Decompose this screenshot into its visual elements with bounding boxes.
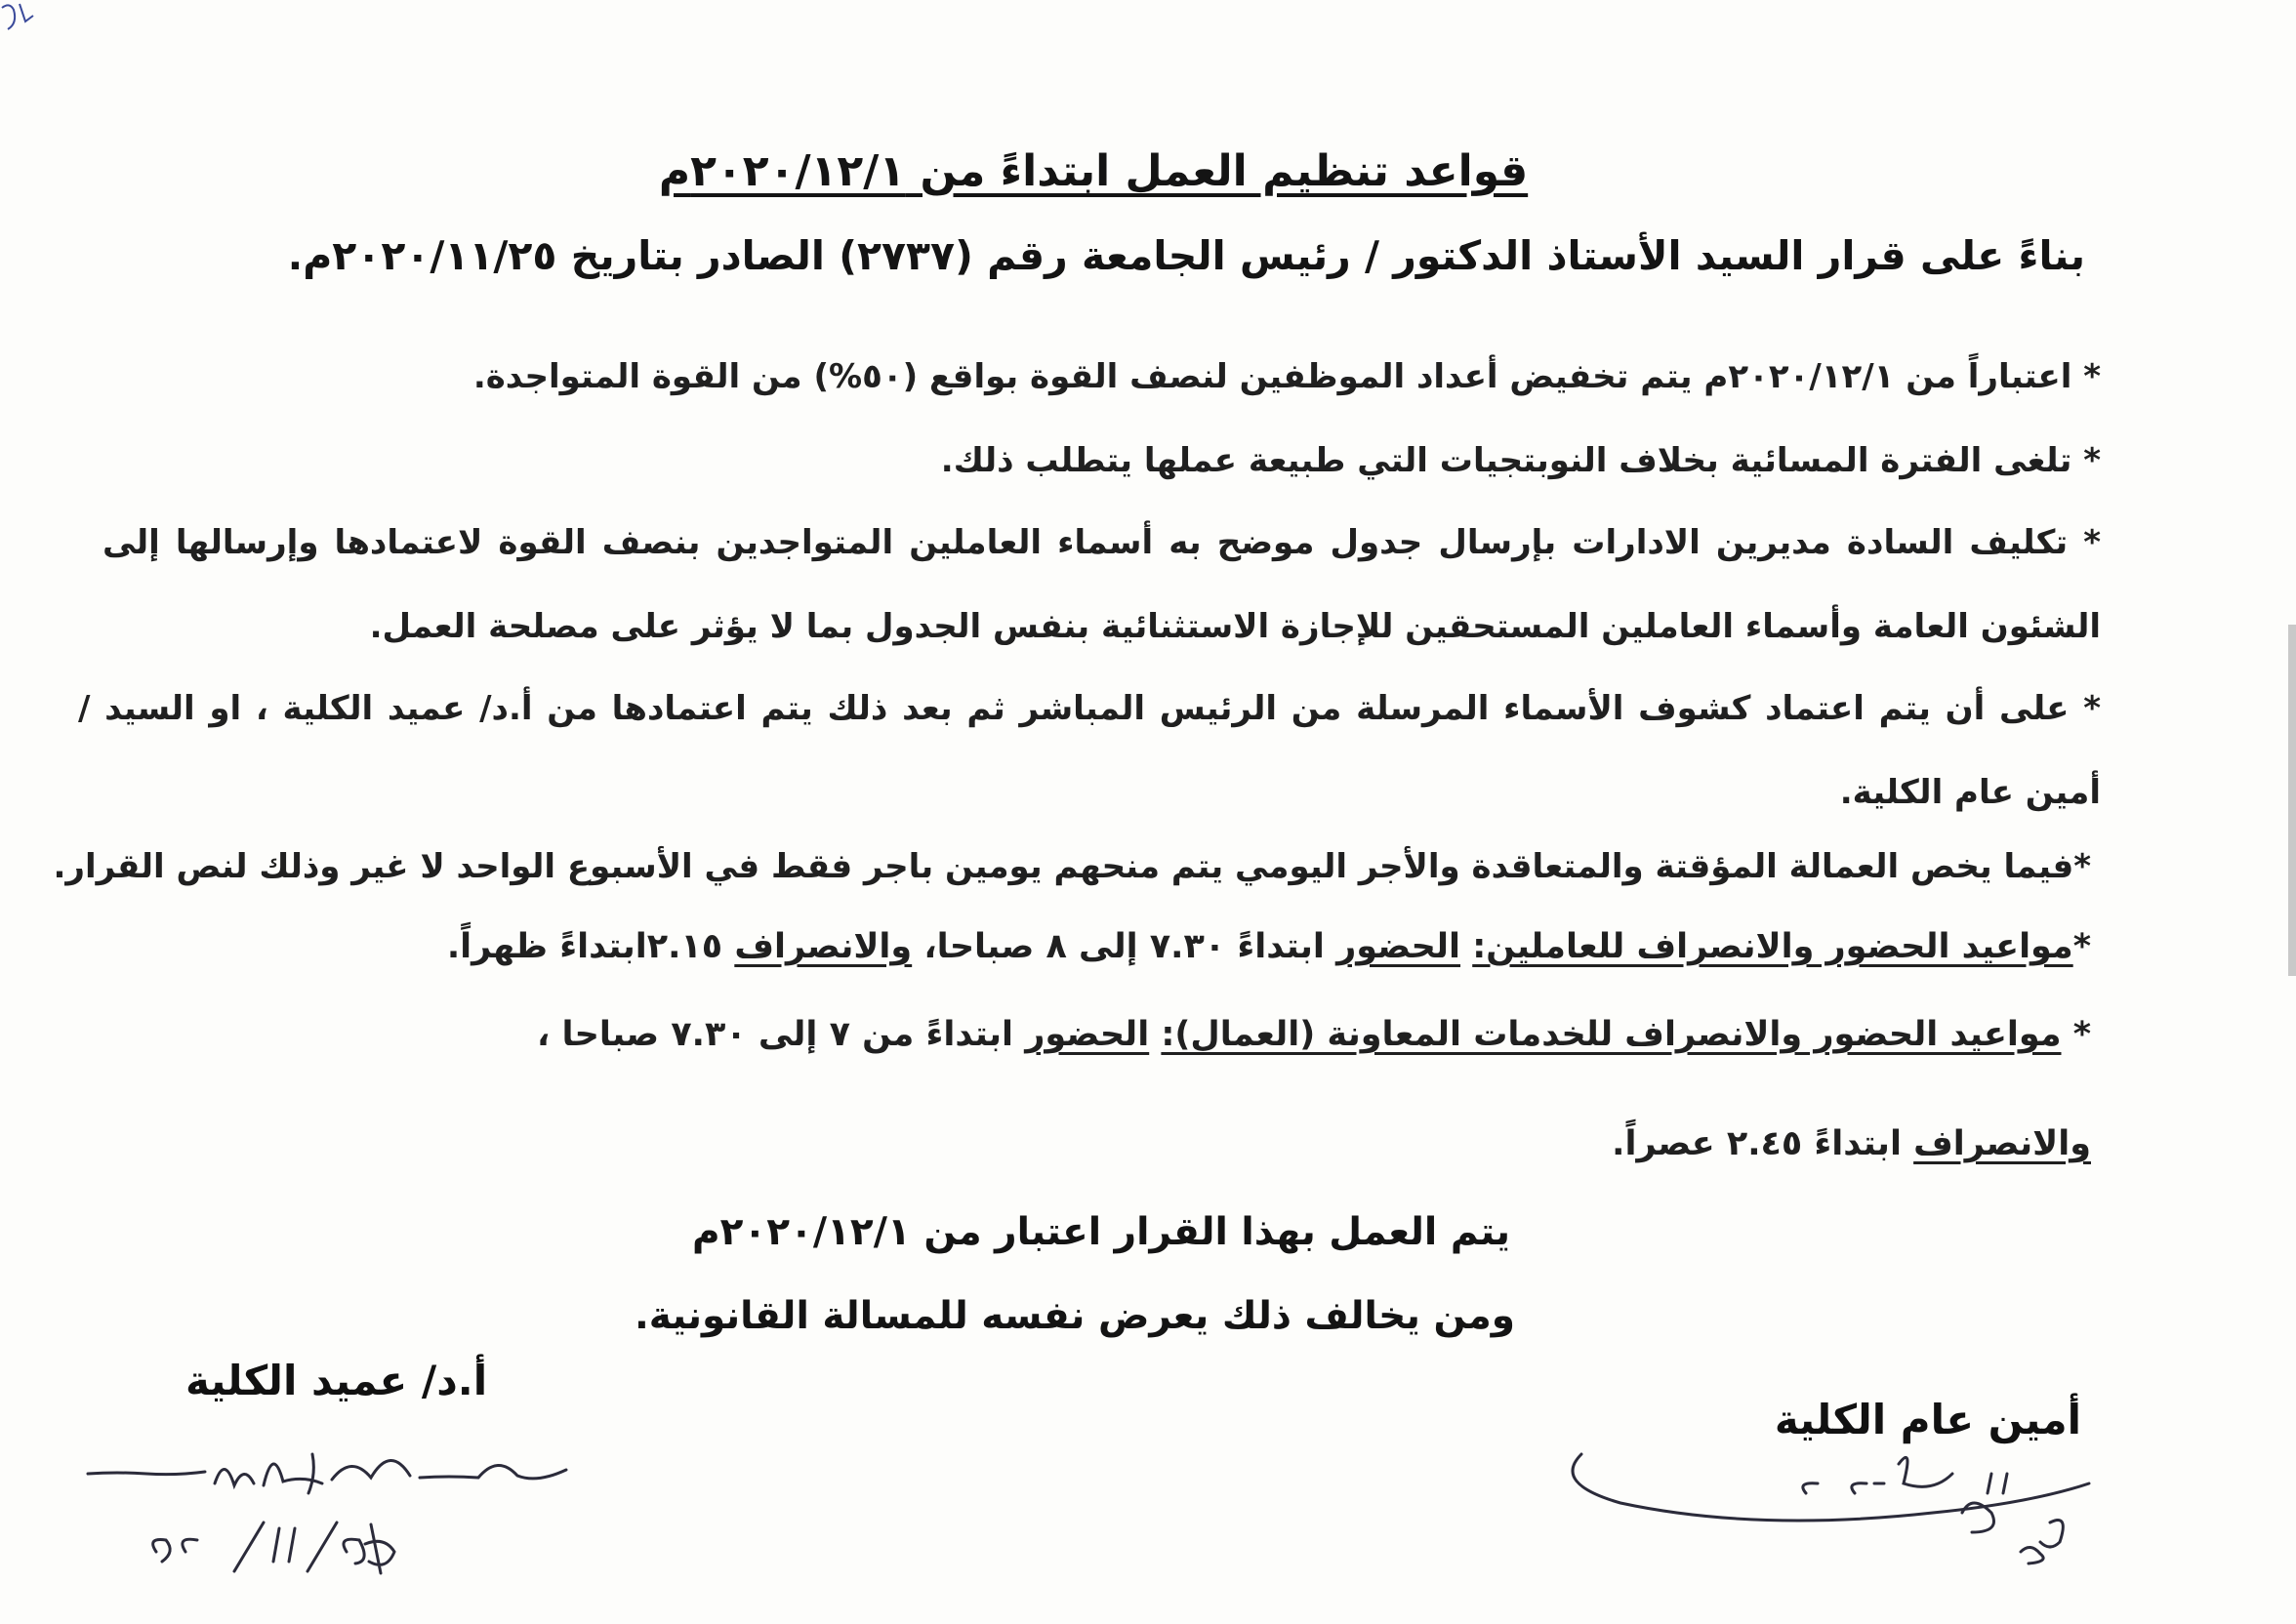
corner-pen-mark	[0, 0, 39, 39]
worker-attend-label: الحضور	[1025, 1015, 1150, 1054]
document-title: قواعد تنظيم العمل ابتداءً من ٢٠٢٠/١٢/١م	[658, 146, 1529, 196]
worker-leave-time: ابتداءً ٢.٤٥ عصراً.	[1612, 1124, 1902, 1163]
worker-hours-label: مواعيد الحضور والانصراف للخدمات المعاونة (العمال):	[1161, 1015, 2062, 1054]
worker-attend-time: ابتداءً من ٧ إلى ٧.٣٠ صباحا ،	[537, 1015, 1014, 1054]
item-staff-reduction: * اعتباراً من ٢٠٢٠/١٢/١م يتم تخفيض أعداد الموظفين لنصف القوة بواقع (٥٠%) من القوة المتواجدة.	[472, 357, 2101, 396]
dean-signature-title: أ.د/ عميد الكلية	[185, 1357, 488, 1404]
scan-edge-shadow	[2288, 625, 2296, 976]
item-employee-hours	[447, 927, 2091, 966]
item-worker-hours-star: *	[2072, 1015, 2091, 1054]
item-department-lists-line2: الشئون العامة وأسماء العاملين المستحقين للإجازة الاستثنائية بنفس الجدول بما لا يؤثر على مصلحة العمل.	[369, 607, 2101, 646]
dean-handwritten-signature	[78, 1415, 625, 1601]
employee-leave-label: والانصراف	[734, 927, 913, 966]
closing-effective-date: يتم العمل بهذا القرار اعتبار من ٢٠٢٠/١٢/١م	[692, 1210, 1510, 1254]
secretary-handwritten-signature	[1562, 1415, 2109, 1571]
employee-attend-time: ابتداءً ٧.٣٠ إلى ٨ صباحا،	[923, 927, 1325, 966]
secretary-signature-title: أمين عام الكلية	[1774, 1396, 2081, 1443]
item-approval-line1: * على أن يتم اعتماد كشوف الأسماء المرسلة من الرئيس المباشر ثم بعد ذلك يتم اعتمادها من أ.د/ عميد الكلية ، او السيد /	[78, 689, 2101, 728]
worker-leave-label: والانصراف	[1913, 1124, 2091, 1163]
item-worker-hours	[537, 1015, 2091, 1054]
closing-legal-warning: ومن يخالف ذلك يعرض نفسه للمسالة القانونية.	[634, 1294, 1515, 1338]
decree-basis: بناءً على قرار السيد الأستاذ الدكتور / رئيس الجامعة رقم (٢٧٣٧) الصادر بتاريخ ٢٠٢٠/١١/٢٥م.	[287, 232, 2085, 279]
item-employee-hours-star: *	[2072, 927, 2091, 966]
item-temporary-workers: *فيما يخص العمالة المؤقتة والمتعاقدة والأجر اليومي يتم منحهم يومين باجر فقط في الأسبوع الواحد لا غير وذلك لنص القرار.	[53, 847, 2091, 886]
item-worker-leave	[1612, 1124, 2091, 1163]
employee-attend-label: الحضور	[1336, 927, 1461, 966]
item-evening-shift: * تلغى الفترة المسائية بخلاف النوبتجيات التي طبيعة عملها يتطلب ذلك.	[940, 441, 2101, 480]
item-approval-line2: أمين عام الكلية.	[1839, 773, 2101, 812]
employee-leave-time: ٢.١٥ابتداءً ظهراً.	[446, 927, 723, 966]
item-department-lists-line1: * تكليف السادة مديرين الادارات بإرسال جدول موضح به أسماء العاملين المتواجدين بنصف القوة لاعتمادها وإرسالها إلى	[102, 523, 2101, 562]
employee-hours-label: مواعيد الحضور والانصراف للعاملين:	[1472, 927, 2073, 966]
